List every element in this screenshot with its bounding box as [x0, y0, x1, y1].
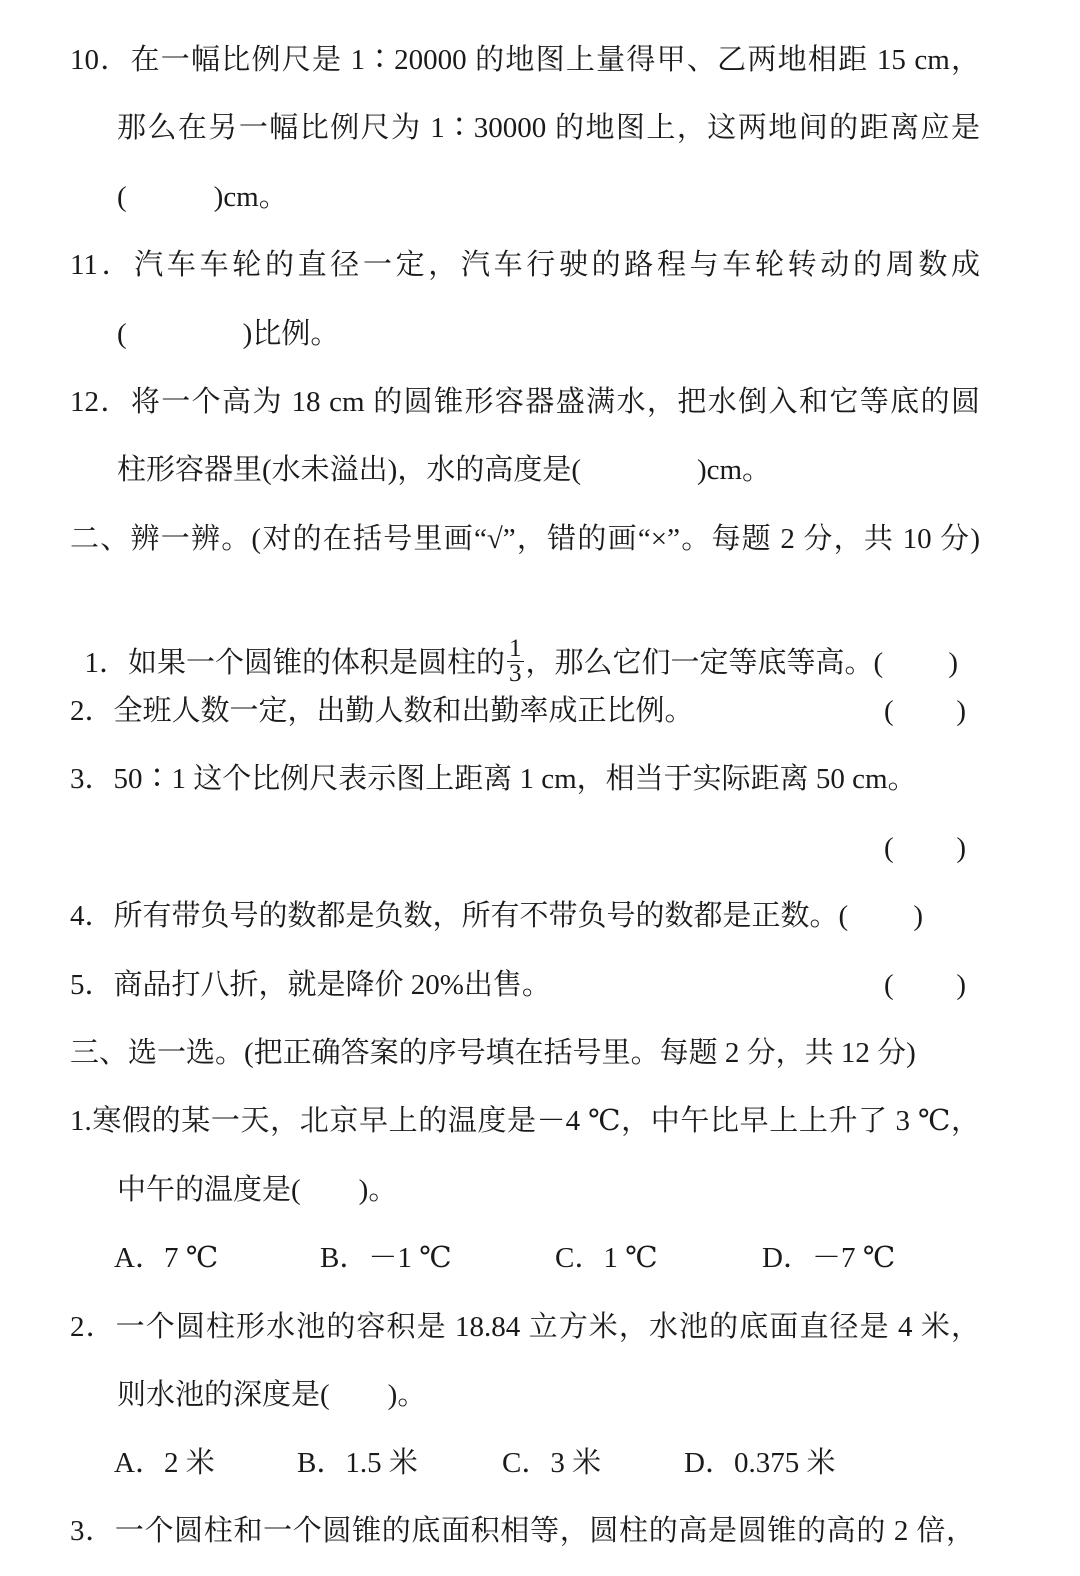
paren-open: (	[884, 695, 894, 727]
q11-line2: ( )比例。	[117, 318, 340, 350]
choice-q1-line1: 1.寒假的某一天，北京早上的温度是－4 ℃，中午比早上上升了 3 ℃，	[70, 1105, 980, 1137]
q11-line1: 11．汽车车轮的直径一定，汽车行驶的路程与车轮转动的周数成	[70, 249, 980, 281]
choice-q2-line2: 则水池的深度是( )。	[117, 1379, 427, 1411]
choice-q1-option-c[interactable]: C．1 ℃	[555, 1242, 658, 1274]
answer-paren-3[interactable]	[884, 830, 966, 866]
answer-paren-2[interactable]	[884, 693, 966, 729]
q10-line3: ( )cm。	[117, 181, 288, 213]
choice-q2-option-c[interactable]: C．3 米	[502, 1447, 602, 1479]
q10-line2: 那么在另一幅比例尺为 1∶30000 的地图上，这两地间的距离应是	[117, 112, 980, 144]
judge-item-5: 5．商品打八折，就是降价 20%出售。	[70, 969, 551, 1001]
fraction-numerator: 1	[509, 635, 522, 662]
choice-q2-option-b[interactable]: B．1.5 米	[297, 1447, 418, 1479]
q10-line1: 10．在一幅比例尺是 1∶20000 的地图上量得甲、乙两地相距 15 cm，	[70, 44, 980, 76]
paren-close: )	[956, 969, 966, 1001]
fraction-one-third	[507, 637, 524, 686]
choice-q1-line2: 中午的温度是( )。	[117, 1174, 398, 1206]
judge-item-1-text: 1．如果一个圆锥的体积是圆柱的	[84, 647, 506, 680]
paren-close: )	[956, 695, 966, 727]
choice-q2-line1: 2．一个圆柱形水池的容积是 18.84 立方米，水池的底面直径是 4 米，	[70, 1311, 980, 1343]
choice-q1-option-a[interactable]: A．7 ℃	[114, 1242, 219, 1274]
section2-heading: 二、辨一辨。(对的在括号里画“√”，错的画“×”。每题 2 分，共 10 分)	[70, 523, 980, 555]
judge-item-2: 2．全班人数一定，出勤人数和出勤率成正比例。	[70, 695, 694, 727]
judge-item-1-text-after: ，那么它们一定等底等高。( )	[525, 647, 959, 680]
paren-close: )	[956, 832, 966, 864]
answer-paren-5[interactable]	[884, 967, 966, 1003]
choice-q2-option-d[interactable]: D．0.375 米	[684, 1447, 836, 1479]
choice-q3-line1: 3．一个圆柱和一个圆锥的底面积相等，圆柱的高是圆锥的高的 2 倍，	[70, 1515, 975, 1547]
choice-q2-option-a[interactable]: A．2 米	[114, 1447, 215, 1479]
q12-line1: 12．将一个高为 18 cm 的圆锥形容器盛满水，把水倒入和它等底的圆	[70, 386, 980, 418]
judge-item-4: 4．所有带负号的数都是负数，所有不带负号的数都是正数。( )	[70, 900, 924, 932]
section3-heading: 三、选一选。(把正确答案的序号填在括号里。每题 2 分，共 12 分)	[70, 1037, 916, 1069]
paren-open: (	[884, 832, 894, 864]
choice-q1-option-d[interactable]: D．－7 ℃	[762, 1242, 896, 1274]
judge-item-1	[70, 605, 958, 690]
q12-line2: 柱形容器里(水未溢出)，水的高度是( )cm。	[117, 454, 772, 486]
fraction-denominator: 3	[509, 660, 522, 687]
judge-item-3: 3．50∶1 这个比例尺表示图上距离 1 cm，相当于实际距离 50 cm。	[70, 763, 917, 795]
paren-open: (	[884, 969, 894, 1001]
choice-q1-option-b[interactable]: B．－1 ℃	[320, 1242, 452, 1274]
